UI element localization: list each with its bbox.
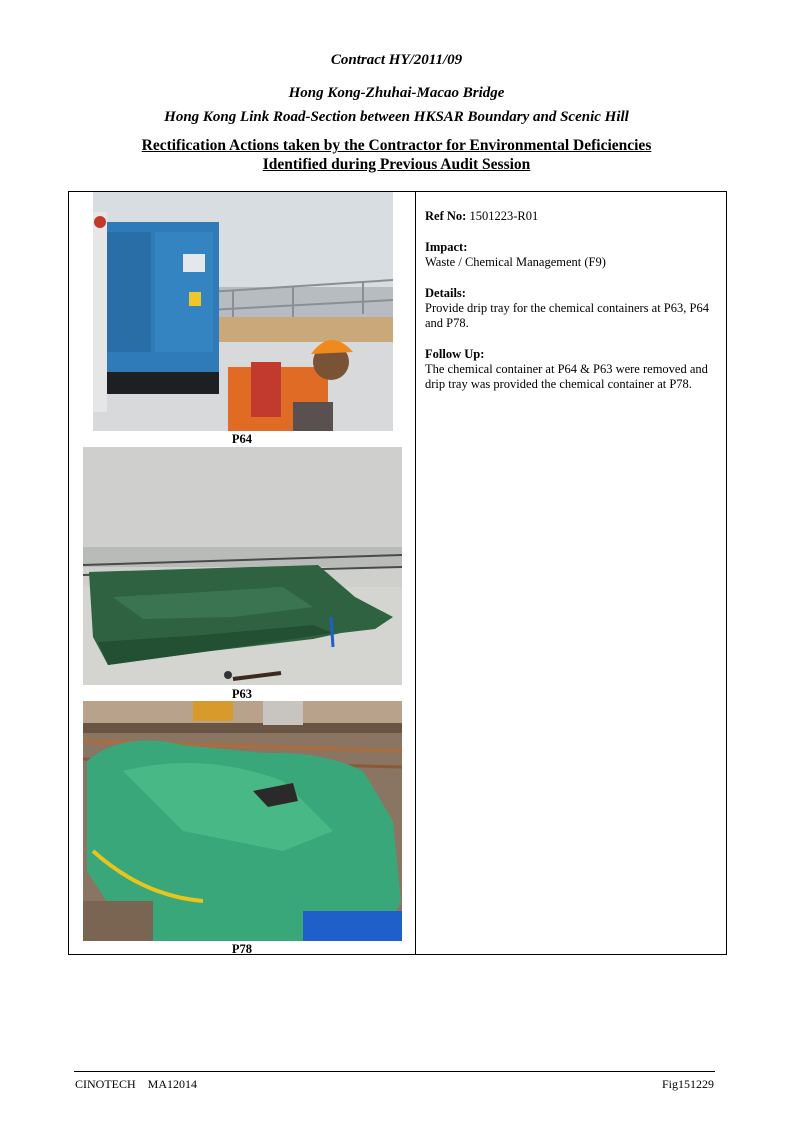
photo-p78 bbox=[83, 701, 402, 941]
photo-caption-p78: P78 bbox=[231, 942, 253, 956]
impact-block bbox=[425, 240, 721, 270]
ref-block bbox=[425, 209, 721, 224]
details-value: Provide drip tray for the chemical containers at P63, P64 and P78. bbox=[425, 301, 709, 330]
project-section: Hong Kong Link Road-Section between HKSAR Boundary and Scenic Hill bbox=[164, 109, 629, 125]
footer-left-text: CINOTECH MA12014 bbox=[75, 1077, 197, 1091]
details-block bbox=[425, 286, 721, 331]
ref-value: 1501223-R01 bbox=[469, 209, 539, 223]
impact-label: Impact: bbox=[425, 240, 468, 254]
page-title-line1: Rectification Actions taken by the Contractor for Environmental Deficiencies bbox=[141, 137, 652, 154]
impact-value: Waste / Chemical Management (F9) bbox=[425, 255, 606, 269]
rectification-table bbox=[68, 191, 727, 955]
project-name: Hong Kong-Zhuhai-Macao Bridge bbox=[288, 85, 505, 101]
photo-p64 bbox=[93, 192, 393, 431]
photo-p78-image bbox=[83, 701, 402, 941]
footer-right-text: Fig151229 bbox=[661, 1077, 714, 1091]
photo-p64-image bbox=[93, 192, 393, 431]
followup-value: The chemical container at P64 & P63 were removed and drip tray was provided the chemical container at P78. bbox=[425, 362, 708, 391]
footer-divider bbox=[74, 1071, 715, 1072]
followup-label: Follow Up: bbox=[425, 347, 485, 361]
followup-block bbox=[425, 347, 721, 392]
photo-caption-p64: P64 bbox=[231, 432, 253, 446]
photo-p63 bbox=[83, 447, 402, 685]
ref-label: Ref No: bbox=[425, 209, 467, 223]
details-label: Details: bbox=[425, 286, 466, 300]
contract-number: Contract HY/2011/09 bbox=[330, 52, 463, 68]
photo-p63-image bbox=[83, 447, 402, 685]
column-divider bbox=[415, 192, 416, 954]
photo-caption-p63: P63 bbox=[231, 687, 253, 701]
page-title-line2: Identified during Previous Audit Session bbox=[262, 156, 531, 173]
details-column bbox=[425, 209, 721, 408]
